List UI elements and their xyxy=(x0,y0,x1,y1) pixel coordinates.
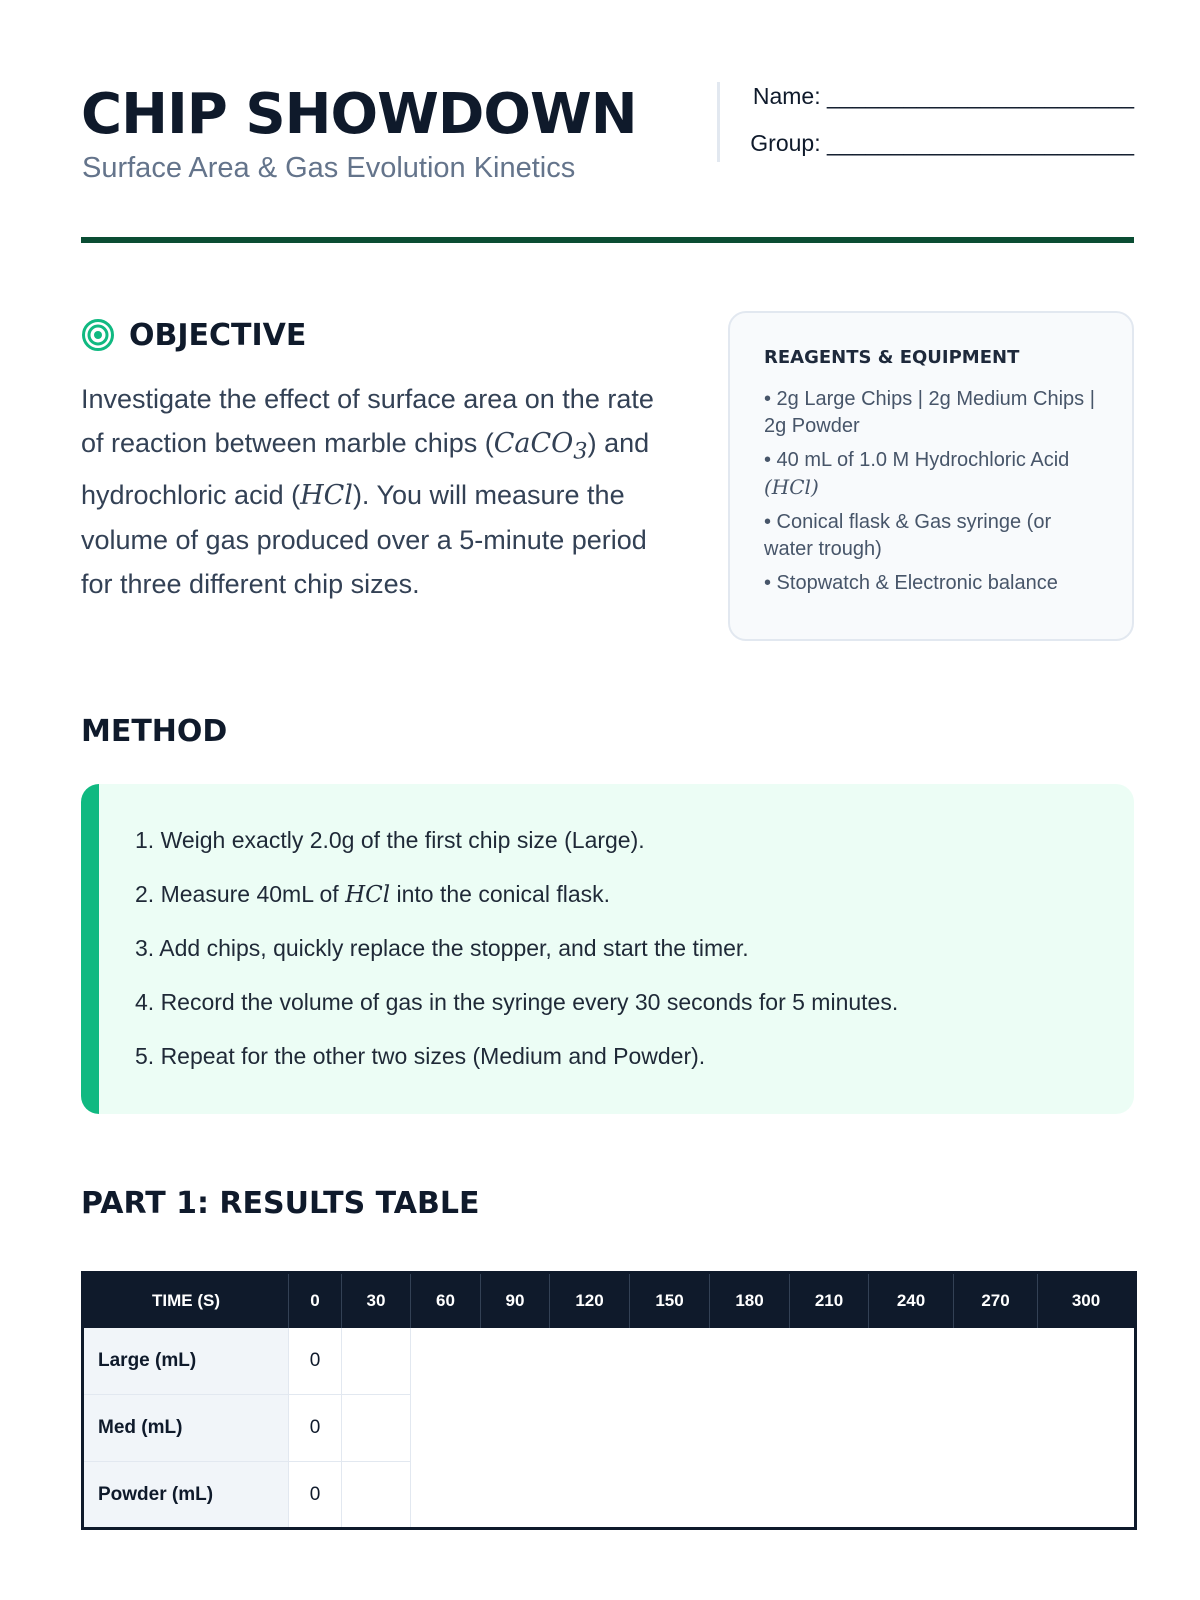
reagents-heading: REAGENTS & EQUIPMENT xyxy=(764,347,1020,368)
column-header: 270 xyxy=(954,1273,1038,1328)
objective-text: Investigate the effect of surface area on the rate of reaction between marble chips (CaCO$_3$) and hydrochloric acid (HCl). You will measure the volume of gas produced over a 5-minute period for three different chip sizes. xyxy=(81,384,654,600)
table-cell-input[interactable] xyxy=(342,1328,411,1395)
method-step: 3. Add chips, quickly replace the stopper, and start the timer. xyxy=(135,935,749,961)
reagent-item: • Stopwatch & Electronic balance xyxy=(764,572,1058,594)
column-header: 150 xyxy=(630,1273,710,1328)
column-header: 0 xyxy=(289,1273,342,1328)
column-header: 210 xyxy=(790,1273,869,1328)
formula-caco3: CaCO$_3$ xyxy=(493,428,588,465)
method-step: 4. Record the volume of gas in the syringe every 30 seconds for 5 minutes. xyxy=(135,989,899,1015)
header-rule xyxy=(81,237,1134,243)
worksheet-header xyxy=(81,78,1134,198)
objective-heading: OBJECTIVE xyxy=(129,317,307,353)
table-cell-input[interactable] xyxy=(342,1395,411,1462)
reagents-box xyxy=(728,311,1134,641)
column-header: TIME (S) xyxy=(83,1273,289,1328)
reagent-item: • 2g Large Chips | 2g Medium Chips | 2g Powder xyxy=(764,388,1095,437)
target-icon xyxy=(81,318,115,352)
table-cell: 0 xyxy=(289,1328,342,1395)
table-cell-input[interactable] xyxy=(342,1462,411,1529)
table-cell: 0 xyxy=(289,1395,342,1462)
formula-hcl: HCl xyxy=(300,480,353,512)
reagent-item: • Conical flask & Gas syringe (or water trough) xyxy=(764,511,1052,560)
row-label: Med (mL) xyxy=(83,1395,289,1462)
column-header: 30 xyxy=(342,1273,411,1328)
table-blank-area xyxy=(411,1328,1136,1529)
header-divider xyxy=(717,82,720,162)
table-cell: 0 xyxy=(289,1462,342,1529)
results-heading: PART 1: RESULTS TABLE xyxy=(81,1186,480,1221)
method-steps xyxy=(81,784,1134,1114)
name-field[interactable]: Name: ________________________ xyxy=(752,83,1134,109)
column-header: 180 xyxy=(710,1273,790,1328)
page-title: CHIP SHOWDOWN xyxy=(81,82,637,147)
objective-section xyxy=(81,315,681,606)
method-step: 2. Measure 40mL of HCl into the conical flask. xyxy=(135,881,611,908)
method-heading: METHOD xyxy=(81,714,228,749)
column-header: 240 xyxy=(869,1273,954,1328)
table-row xyxy=(83,1328,1136,1395)
reagent-item: • 40 mL of 1.0 M Hydrochloric Acid (HCl) xyxy=(764,449,1070,499)
column-header: 300 xyxy=(1038,1273,1136,1328)
results-table xyxy=(81,1271,1137,1530)
group-field[interactable]: Group: ________________________ xyxy=(750,130,1134,156)
column-header: 90 xyxy=(481,1273,550,1328)
method-step: 5. Repeat for the other two sizes (Medium and Powder). xyxy=(135,1043,706,1069)
column-header: 120 xyxy=(550,1273,630,1328)
method-step: 1. Weigh exactly 2.0g of the first chip size (Large). xyxy=(135,827,645,853)
row-label: Large (mL) xyxy=(83,1328,289,1395)
page-subtitle: Surface Area & Gas Evolution Kinetics xyxy=(82,152,576,184)
table-header-row xyxy=(83,1273,1136,1328)
row-label: Powder (mL) xyxy=(83,1462,289,1529)
column-header: 60 xyxy=(411,1273,481,1328)
